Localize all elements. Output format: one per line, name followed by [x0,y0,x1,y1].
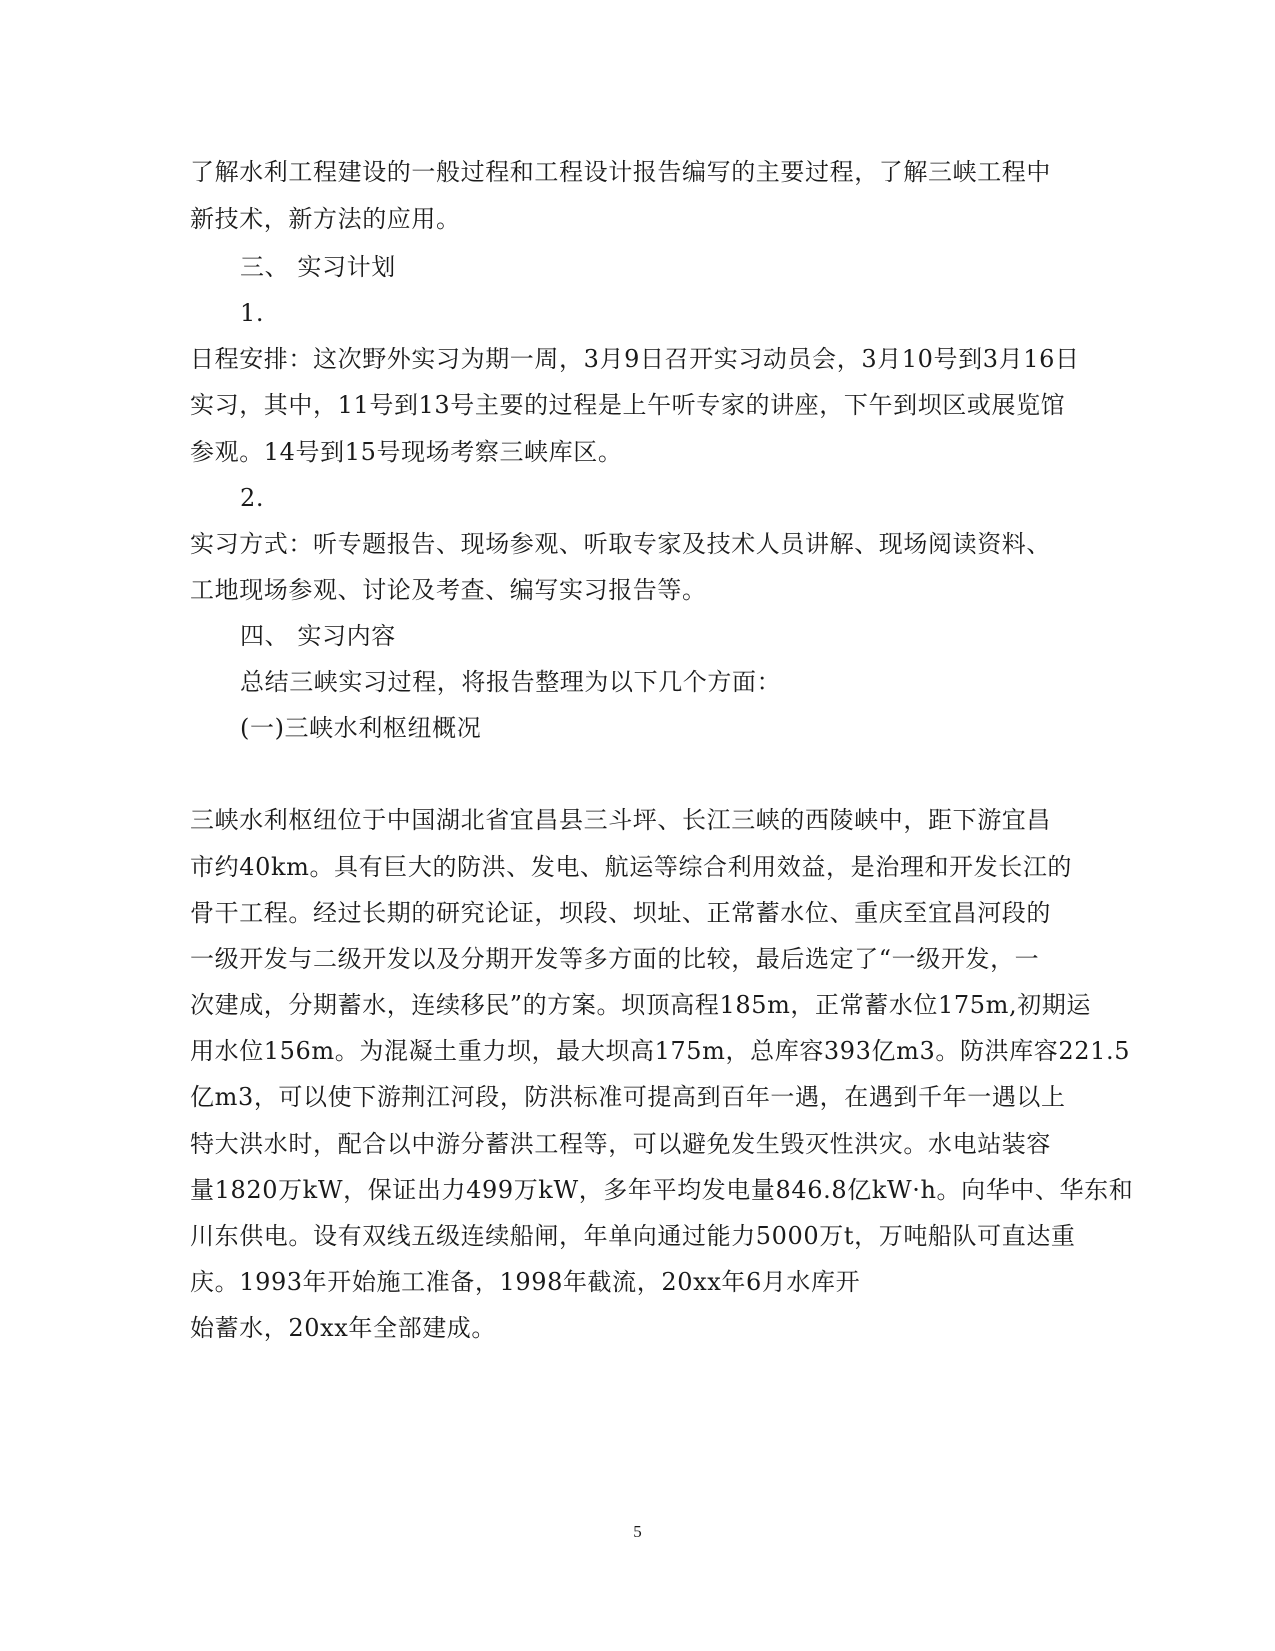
paragraph-line: 三峡水利枢纽位于中国湖北省宜昌县三斗坪、长江三峡的西陵峡中，距下游宜昌 [190,806,1051,834]
paragraph-line: 新技术，新方法的应用。 [190,205,461,233]
paragraph-line: 骨干工程。经过长期的研究论证，坝段、坝址、正常蓄水位、重庆至宜昌河段的 [190,899,1051,927]
paragraph-line: 亿m3，可以使下游荆江河段，防洪标准可提高到百年一遇，在遇到千年一遇以上 [190,1083,1066,1111]
list-number: 2. [240,484,265,512]
paragraph-line: 特大洪水时，配合以中游分蓄洪工程等，可以避免发生毁灭性洪灾。水电站装容 [190,1130,1051,1158]
section-heading: 四、 实习内容 [240,622,396,650]
page-number: 5 [633,1522,642,1541]
paragraph-line: 量1820万kW，保证出力499万kW，多年平均发电量846.8亿kW·h。向华中、华东和 [190,1176,1134,1204]
paragraph-line: 市约40km。具有巨大的防洪、发电、航运等综合利用效益，是治理和开发长江的 [190,853,1073,881]
paragraph-line: 日程安排：这次野外实习为期一周，3月9日召开实习动员会，3月10号到3月16日 [190,345,1080,373]
section-heading: 三、 实习计划 [240,253,396,281]
paragraph-line: 始蓄水，20xx年全部建成。 [190,1314,497,1342]
paragraph-line: 川东供电。设有双线五级连续船闸，年单向通过能力5000万t，万吨船队可直达重 [190,1222,1076,1250]
paragraph-line: 参观。14号到15号现场考察三峡库区。 [190,438,623,466]
paragraph-line: 庆。1993年开始施工准备，1998年截流，20xx年6月水库开 [190,1268,861,1296]
paragraph-line: 一级开发与二级开发以及分期开发等多方面的比较，最后选定了“一级开发，一 [190,945,1040,973]
paragraph-line: 了解水利工程建设的一般过程和工程设计报告编写的主要过程，了解三峡工程中 [190,158,1051,186]
paragraph-line: 工地现场参观、讨论及考查、编写实习报告等。 [190,576,707,604]
paragraph-line: 实习，其中，11号到13号主要的过程是上午听专家的讲座，下午到坝区或展览馆 [190,391,1066,419]
paragraph-line: 次建成，分期蓄水，连续移民”的方案。坝顶高程185m，正常蓄水位175m,初期运 [190,991,1092,1019]
list-number: 1. [240,299,265,327]
paragraph-line: 实习方式：听专题报告、现场参观、听取专家及技术人员讲解、现场阅读资料、 [190,530,1051,558]
paragraph-line: 总结三峡实习过程，将报告整理为以下几个方面： [240,668,782,696]
paragraph-line: 用水位156m。为混凝土重力坝，最大坝高175m，总库容393亿m3。防洪库容221.5 [190,1037,1131,1065]
subsection-heading: (一)三峡水利枢纽概况 [240,714,482,742]
